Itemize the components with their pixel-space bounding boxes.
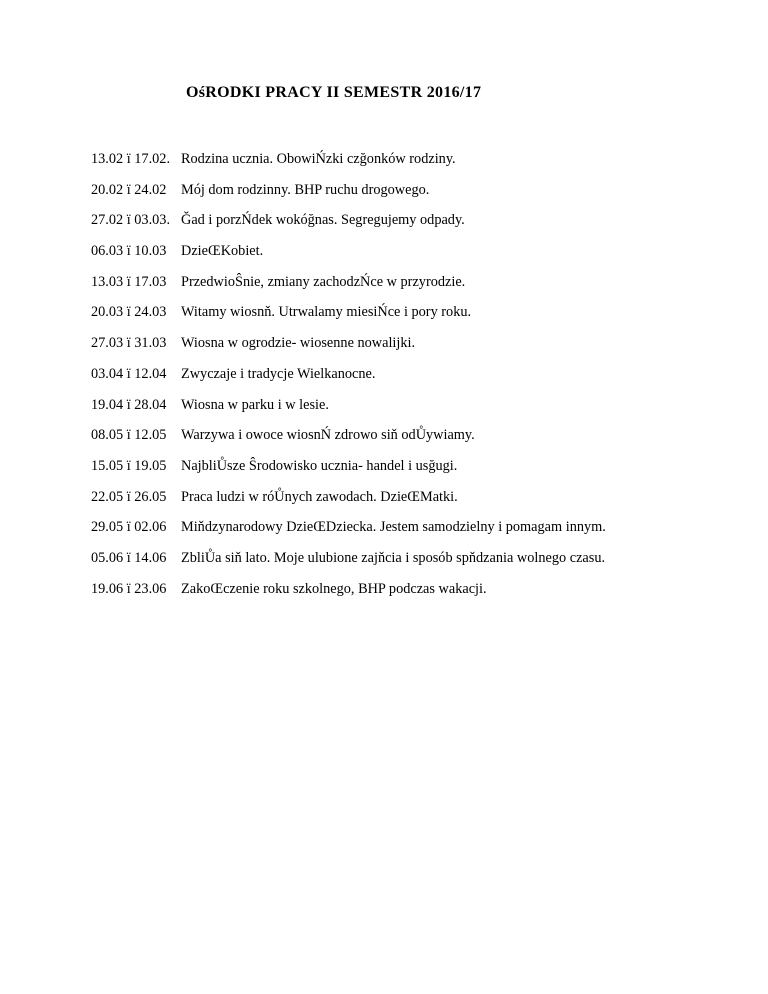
- schedule-dates: 13.02 ï 17.02.: [91, 151, 171, 167]
- schedule-topic: Witamy wiosnň. Utrwalamy miesiŃce i pory roku.: [181, 304, 472, 321]
- schedule-dates: 20.02 ï 24.02: [91, 181, 167, 198]
- schedule-row: [91, 488, 761, 519]
- schedule-row: [91, 426, 761, 457]
- schedule-topic: Wiosna w ogrodzie- wiosenne nowalijki.: [181, 335, 416, 352]
- schedule-topic: Zwyczaje i tradycje Wielkanocne.: [181, 365, 376, 382]
- schedule-row: [91, 334, 761, 365]
- schedule-row: [91, 580, 761, 611]
- schedule-dates: 27.02 ï 03.03.: [91, 212, 171, 229]
- schedule-topic: Wiosna w parku i w lesie.: [181, 396, 329, 413]
- schedule-dates: 06.03 ï 10.03: [91, 243, 167, 260]
- schedule-dates: 15.05 ï 19.05: [91, 457, 167, 474]
- schedule-row: [91, 211, 761, 242]
- schedule-topic: Rodzina ucznia. ObowiŃzki czğonków rodziny.: [181, 151, 456, 167]
- schedule-row: [91, 242, 761, 273]
- schedule-dates: 29.05 ï 02.06: [91, 519, 167, 536]
- schedule-dates: 03.04 ï 12.04: [91, 365, 167, 382]
- schedule-topic: ZakoŒczenie roku szkolnego, BHP podczas wakacji.: [181, 580, 487, 597]
- schedule-row: [91, 273, 761, 304]
- schedule-list: [91, 150, 761, 610]
- schedule-topic: Warzywa i owoce wiosnŃ zdrowo siň odŮywiamy.: [181, 427, 475, 444]
- schedule-dates: 27.03 ï 31.03: [91, 335, 167, 352]
- schedule-topic: DzieŒKobiet.: [181, 243, 264, 260]
- schedule-dates: 19.06 ï 23.06: [91, 580, 167, 597]
- schedule-dates: 22.05 ï 26.05: [91, 488, 167, 505]
- schedule-dates: 08.05 ï 12.05: [91, 427, 167, 444]
- schedule-dates: 20.03 ï 24.03: [91, 304, 167, 321]
- schedule-dates: 19.04 ï 28.04: [91, 396, 167, 413]
- schedule-row: [91, 457, 761, 488]
- schedule-row: [91, 549, 761, 580]
- schedule-topic: Ğad i porzŃdek wokóğnas. Segregujemy odpady.: [181, 212, 465, 229]
- schedule-topic: NajbliŮsze Ŝrodowisko ucznia- handel i usğugi.: [181, 457, 458, 474]
- schedule-dates: 05.06 ï 14.06: [91, 549, 167, 566]
- schedule-row: [91, 150, 761, 181]
- schedule-row: [91, 365, 761, 396]
- schedule-topic: Mój dom rodzinny. BHP ruchu drogowego.: [181, 181, 430, 198]
- schedule-dates: 13.03 ï 17.03: [91, 273, 167, 290]
- schedule-row: [91, 518, 761, 549]
- schedule-row: [91, 396, 761, 427]
- schedule-topic: Praca ludzi w róŮnych zawodach. DzieŒMatki.: [181, 488, 458, 505]
- schedule-row: [91, 181, 761, 212]
- page-title: OśRODKI PRACY II SEMESTR 2016/17: [186, 84, 482, 101]
- schedule-topic: PrzedwioŜnie, zmiany zachodzŃce w przyrodzie.: [181, 273, 466, 290]
- schedule-topic: Miňdzynarodowy DzieŒDziecka. Jestem samodzielny i pomagam innym.: [181, 519, 606, 536]
- schedule-row: [91, 303, 761, 334]
- schedule-topic: ZbliŮa siň lato. Moje ulubione zajňcia i sposób spňdzania wolnego czasu.: [181, 549, 606, 566]
